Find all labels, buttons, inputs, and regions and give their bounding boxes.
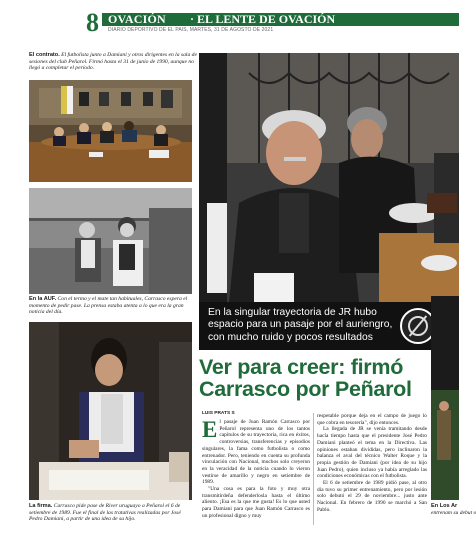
page-number: 8 <box>86 10 102 36</box>
dateline: DIARIO DEPORTIVO DE EL PAIS, MARTES, 31 DE AGOSTO DE 2021 <box>108 27 274 33</box>
photo-right-edge <box>431 350 459 500</box>
caption-label: La firma. <box>29 503 53 509</box>
photo-right-edge-top <box>431 296 459 350</box>
caption-text: Con el termo y el mate tan habituales, Carrasco espera el momento de pedir pase. La prensa estaba atenta a lo que era la gran noticia del día. <box>29 296 188 316</box>
article-paragraph: respetable porque deja en el campo de juego lo que cobra en tesorería", dijo entonces. <box>317 413 427 426</box>
caption-text: El futbolista junto a Damiani y otros dirigentes en la sala de sesiones del club Peñarol. Firmó hasta el 31 de junio de 1990, aunque no llegó a completar el período. <box>29 52 197 72</box>
section-title: OVACIÓN <box>108 12 166 26</box>
article-column-2 <box>317 413 427 514</box>
caption-label: En la AUF. <box>29 296 57 302</box>
photo-banner <box>199 302 459 350</box>
caption-contrato <box>29 52 199 72</box>
board-meeting-image <box>29 80 192 182</box>
caption-label: En Los Ar <box>431 503 458 509</box>
article-paragraph <box>202 419 310 486</box>
banner-text: En la singular trayectoria de JR hubo espacio para un pasaje por el auriengro, con mucho ruido y pocos resultados <box>208 307 393 343</box>
restaurant-image <box>199 53 459 302</box>
paragraph-text: l pasaje de Juan Ramón Carrasco por Peñarol representa uno de los tantos capítulos de su trayectoria, rica en éxitos, controversias, transferencias y episodios singulares, la fama como futbolista o como entrenador. Pero, teniendo en cuenta su profunda vinculación con Nacional, muchos solo creyeron en la veracidad de la noticia cuando lo vieron vestirse de amarillo y negro en setiembre de 1989. <box>202 419 310 486</box>
right-edge-image <box>431 350 459 500</box>
caption-right-edge <box>431 503 476 516</box>
caption-text: entrenam su debut o <box>431 509 476 516</box>
article-byline: LUIS PRATS S <box>202 411 235 416</box>
article-column-1 <box>202 419 310 520</box>
caption-text: Carrasco pide pase de River uruguayo a Peñarol el 6 de setiembre de 1989. Fue el final de las tratativas realizadas por José Pedro Damiani, a partir de una idea de su hijo. <box>29 503 181 523</box>
photo-board-meeting <box>29 80 192 182</box>
page-header <box>0 0 459 40</box>
caption-label: El contrato. <box>29 52 60 58</box>
auf-image <box>29 188 192 294</box>
caption-auf <box>29 296 194 316</box>
drop-cap: E <box>202 417 218 442</box>
caption-firma <box>29 503 194 523</box>
firma-image <box>29 322 192 500</box>
column-divider <box>313 413 314 525</box>
article-paragraph: El 6 de setiembre de 1989 pidió pase, al otro día tuvo su primer entrenamiento, pero por lesión solo debutó el 29 de noviembre... justo ante Nacional. En febrero de 1990 se marchó a San Pablo. <box>317 480 427 513</box>
article-paragraph: "Una cosa es para la foto y muy otra transmitirdeña defenderlosla hasta el último aliento. ¡Esa es la que me gusta! Es lo que usted para Damiani para que Juan Ramón Carrasco es un profesional digno y muy <box>202 486 310 519</box>
photo-firma <box>29 322 192 500</box>
article-headline: Ver para creer: firmó Carrasco por Peñarol <box>199 355 412 401</box>
photo-auf <box>29 188 192 294</box>
section-subtitle: · EL LENTE DE OVACIÓN <box>190 12 336 26</box>
article-paragraph: La llegada de JR se venía tramitando desde hacía tiempo hasta que el presidente José Pedro Damiani planteó el tema en la Directiva. Las opiniones estaban divididas, pero inclinaron la balanza el aval del técnico Walter Roque y la propia gestión de Damiani (por idea de su hijo Juan Pedro), quien incluso ya había arreglado las condiciones económicas con el futbolista. <box>317 426 427 480</box>
photo-restaurant <box>199 53 459 302</box>
